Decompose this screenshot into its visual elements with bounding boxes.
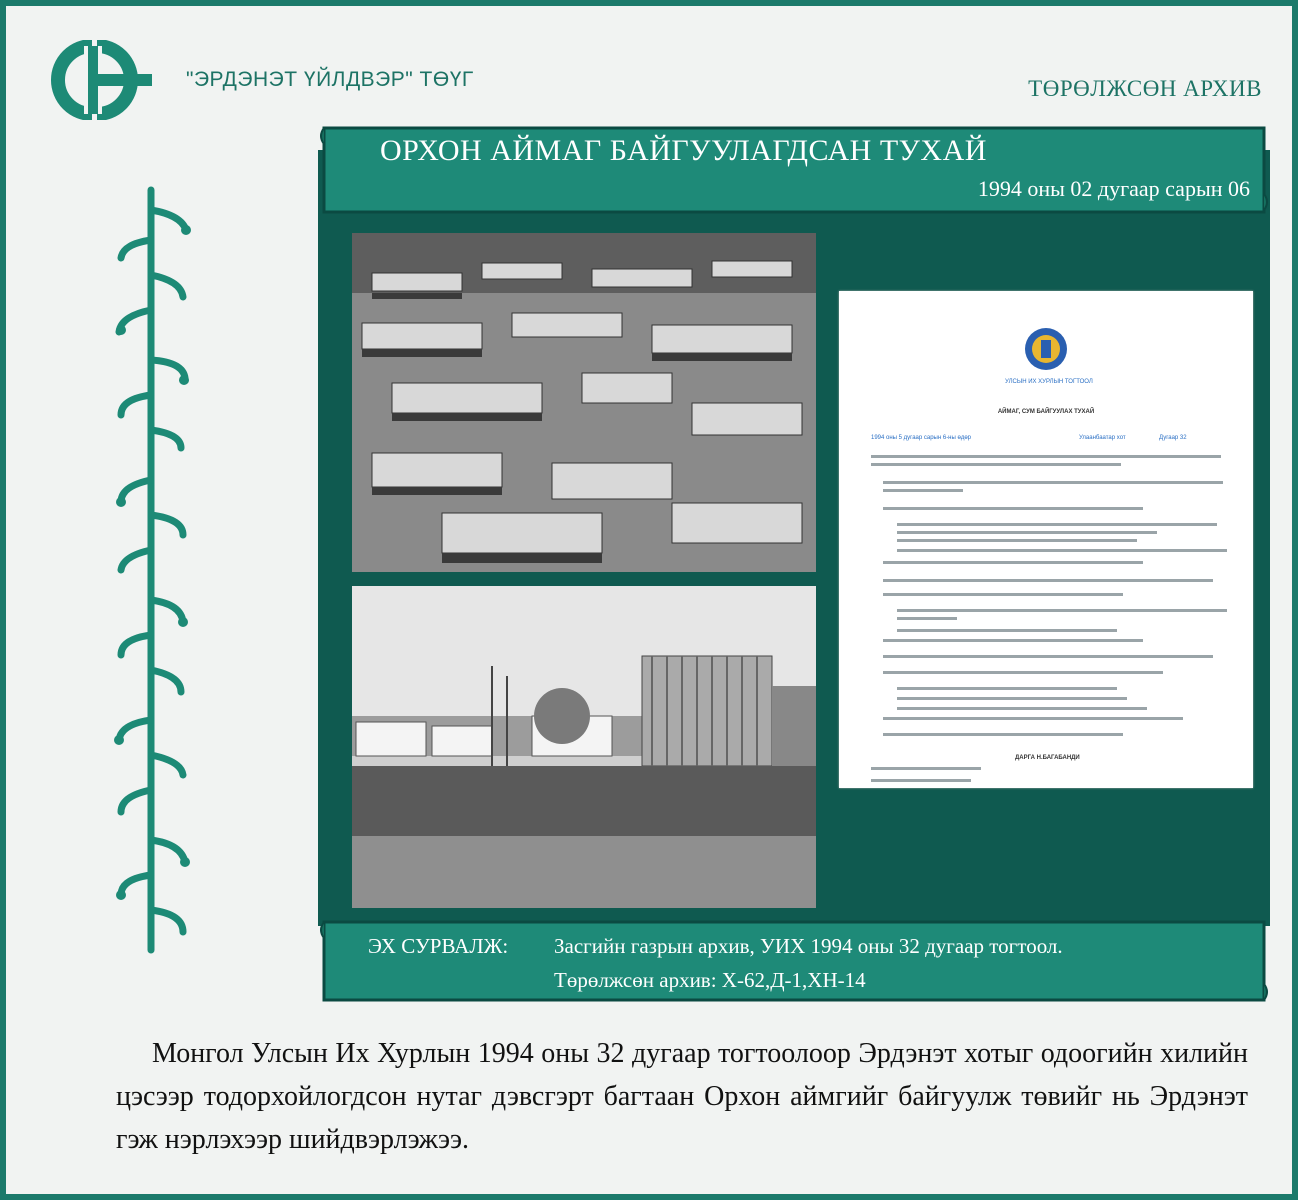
document-place: Улаанбаатар хот xyxy=(1079,435,1126,441)
description-paragraph: Монгол Улсын Их Хурлын 1994 оны 32 дугаар тогтоолоор Эрдэнэт хотыг одоогийн хилийн цэсээр тодорхойлогдсон нутаг дэвсгэрт багтаан Орхон аймгийг байгуулж төвийг нь Эрдэнэт гэж нэрлэхээр шийдвэрлэжээ. xyxy=(116,1038,1248,1155)
document-date-line: 1994 оны 5 дугаар сарын 6-ны өдөр xyxy=(871,435,971,441)
organization-name: "ЭРДЭНЭТ ҮЙЛДВЭР" ТӨҮГ xyxy=(186,68,474,91)
state-emblem-icon xyxy=(1021,326,1071,372)
source-line-1: Засгийн газрын архив, УИХ 1994 оны 32 дугаар тогтоол. xyxy=(554,934,1063,958)
resolution-document xyxy=(839,291,1253,788)
archive-label: ТӨРӨЛЖСӨН АРХИВ xyxy=(1028,76,1262,101)
document-number: Дугаар 32 xyxy=(1159,435,1187,441)
resolution-date: 1994 оны 02 дугаар сарын 06 xyxy=(977,176,1250,201)
source-line-2: Төрөлжсөн архив: Х-62,Д-1,ХН-14 xyxy=(554,968,866,992)
source-label: ЭХ СУРВАЛЖ: xyxy=(368,934,509,958)
document-heading: АЙМАГ, СУМ БАЙГУУЛАХ ТУХАЙ xyxy=(997,409,1095,415)
city-street-photo xyxy=(352,586,816,908)
document-signature: ДАРГА Н.БАГАБАНДИ xyxy=(1015,755,1080,761)
mongolian-script-title xyxy=(96,180,206,960)
erdenet-logo xyxy=(22,40,167,120)
aerial-city-photo xyxy=(352,233,816,572)
document-caption: УЛСЫН ИХ ХУРЛЫН ТОГТООЛ xyxy=(1005,379,1093,385)
page-title: ОРХОН АЙМАГ БАЙГУУЛАГДСАН ТУХАЙ xyxy=(380,134,987,167)
